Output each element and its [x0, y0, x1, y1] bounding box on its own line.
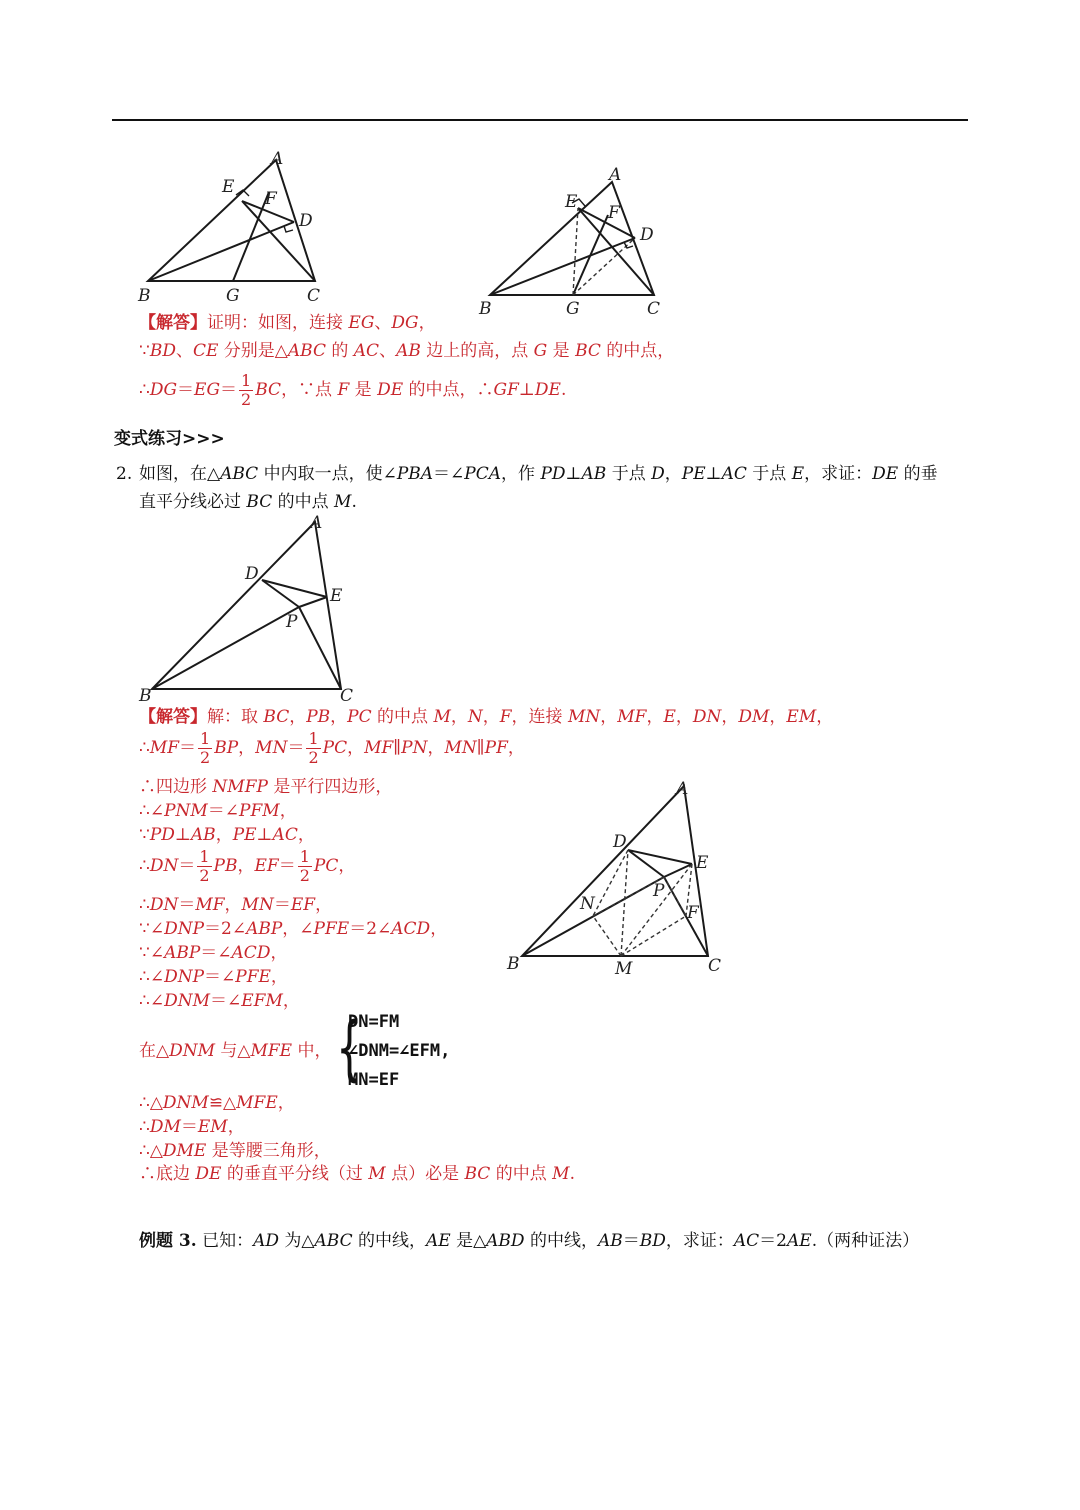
section-arrows: >>>: [182, 429, 225, 449]
figure-3-svg: [136, 512, 366, 707]
answer2-line13: ∴△DNM≌△MFE，: [139, 1093, 295, 1113]
fig4-label-B: B: [507, 954, 520, 974]
example3-label: 例题 3.: [139, 1231, 197, 1251]
section-title: 变式练习: [114, 429, 182, 449]
answer2-line8: ∵∠DNP＝2∠ABP，∠PFE＝2∠ACD，: [139, 919, 448, 939]
fig2-label-E: E: [565, 192, 578, 212]
figure-triangle-point-p: [136, 512, 366, 707]
fraction-one-half: $\frac{1}{2}$: [199, 847, 210, 885]
answer2-line3: ∴四边形 NMFP 是平行四边形，: [139, 777, 393, 797]
answer2-line15: ∴△DME 是等腰三角形，: [139, 1141, 331, 1161]
figure-4-svg: [500, 776, 740, 981]
answer1-line3: ∴DG＝EG＝ $\frac{1}{2}$ BC，∵点 F 是 DE 的中点，∴GF⊥DE.: [139, 371, 567, 409]
answer2-line6: ∴DN＝ $\frac{1}{2}$ PB，EF＝ $\frac{1}{2}$ PC，: [139, 847, 356, 885]
fig2-label-G: G: [566, 299, 580, 319]
problem2-line2: 直平分线必过 BC 的中点 M.: [139, 492, 357, 512]
fig4-label-N: N: [580, 894, 595, 914]
figure-1-svg: [136, 148, 336, 308]
fig2-label-C: C: [647, 299, 661, 319]
fig4-label-F: F: [687, 903, 699, 923]
fraction-one-half: $\frac{1}{2}$: [241, 371, 252, 409]
fig1-label-F: F: [265, 189, 277, 209]
answer1-line2: ∵BD、CE 分别是△ABC 的 AC、AB 边上的高，点 G 是 BC 的中点，: [139, 341, 675, 361]
fig3-label-D: D: [245, 564, 259, 584]
system-row-3: MN=EF: [348, 1070, 400, 1090]
figure-2-svg: [476, 160, 676, 320]
fraction-one-half: $\frac{1}{2}$: [200, 729, 211, 767]
figure-triangle-altitudes-2: [476, 160, 676, 320]
example3-text: 已知：AD 为△ABC 的中线，AE 是△ABD 的中线，AB＝BD，求证：AC＝2AE.（两种证法）: [196, 1231, 920, 1251]
fig1-label-A: A: [271, 149, 284, 169]
problem2-line1: 如图，在△ABC 中内取一点，使∠PBA＝∠PCA，作 PD⊥AB 于点 D，PE⊥AC 于点 E，求证：DE 的垂: [139, 464, 938, 484]
fig1-label-G: G: [226, 286, 240, 306]
example3: [139, 1231, 919, 1251]
answer2-line1: 【解答】解：取 BC，PB，PC 的中点 M，N，F，连接 MN，MF，E，DN，DM，EM，: [139, 707, 834, 727]
problem2-number: 2.: [116, 464, 133, 484]
answer2-line2: ∴MF＝ $\frac{1}{2}$ BP，MN＝ $\frac{1}{2}$ PC，MF∥PN，MN∥PF，: [139, 729, 525, 767]
answer1-line1: 【解答】证明：如图，连接 EG、DG，: [139, 313, 436, 333]
answer-tag: 【解答】: [139, 707, 207, 727]
header-rule: [112, 119, 968, 121]
figure-triangle-altitudes-1: [136, 148, 336, 308]
fig4-label-C: C: [708, 956, 722, 976]
system-row-2: ∠DNM=∠EFM,: [348, 1041, 451, 1061]
equation-system: [336, 1007, 476, 1090]
fig1-label-D: D: [299, 211, 313, 231]
system-row-1: DN=FM: [348, 1012, 400, 1032]
fig3-label-P: P: [286, 612, 298, 632]
answer-tag: 【解答】: [139, 313, 207, 333]
fig3-label-E: E: [330, 586, 343, 606]
fig4-label-A: A: [676, 779, 689, 799]
fig4-label-M: M: [615, 959, 633, 979]
fig3-label-A: A: [310, 513, 323, 533]
fraction-one-half: $\frac{1}{2}$: [299, 847, 310, 885]
answer2-line16: ∴底边 DE 的垂直平分线（过 M 点）必是 BC 的中点 M.: [139, 1164, 575, 1184]
left-brace-icon: {: [336, 1007, 363, 1089]
fraction-one-half: $\frac{1}{2}$: [308, 729, 319, 767]
answer2-line11: ∴∠DNM＝∠EFM，: [139, 991, 300, 1011]
figure-triangle-midpoints: [500, 776, 740, 981]
fig1-label-E: E: [222, 177, 235, 197]
fig3-label-B: B: [139, 686, 152, 706]
fig2-label-B: B: [479, 299, 492, 319]
answer2-line12: 在△DNM 与△MFE 中，: [139, 1041, 332, 1061]
fig2-label-F: F: [608, 203, 620, 223]
fig3-label-C: C: [340, 686, 354, 706]
answer2-line10: ∴∠DNP＝∠PFE，: [139, 967, 288, 987]
fig2-label-A: A: [609, 165, 622, 185]
section-heading: [114, 429, 225, 449]
answer2-line7: ∴DN＝MF，MN＝EF，: [139, 895, 333, 915]
answer2-line9: ∵∠ABP＝∠ACD，: [139, 943, 288, 963]
fig4-label-D: D: [613, 832, 627, 852]
fig4-label-P: P: [653, 881, 665, 901]
answer2-line14: ∴DM＝EM，: [139, 1117, 245, 1137]
fig1-label-C: C: [307, 286, 321, 306]
fig2-label-D: D: [640, 225, 654, 245]
fig4-label-E: E: [696, 853, 709, 873]
answer2-line5: ∵PD⊥AB，PE⊥AC，: [139, 825, 315, 845]
answer2-line4: ∴∠PNM＝∠PFM，: [139, 801, 297, 821]
fig1-label-B: B: [138, 286, 151, 306]
